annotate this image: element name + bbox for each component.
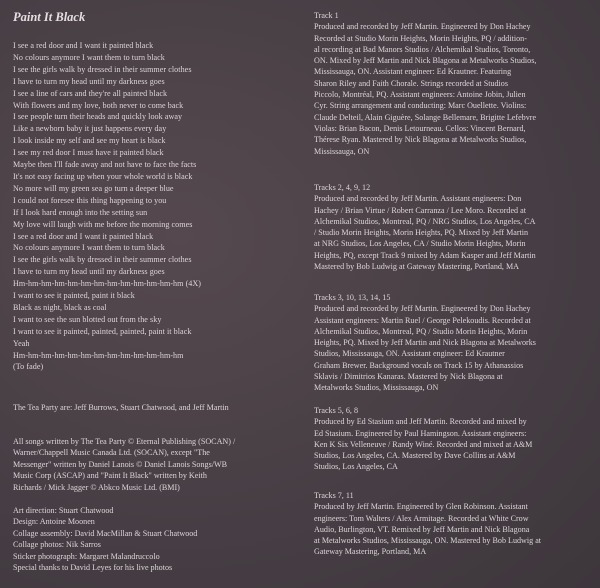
track-credit-line: at Metalworks Studios, Mississauga, ON. Mastered by Bob Ludwig at — [314, 536, 542, 546]
lyric-line: (To fade) — [13, 362, 44, 372]
track-credit-line: Produced by Jeff Martin. Engineered by Glen Robinson. Assistant — [314, 502, 528, 512]
band-line: The Tea Party are: Jeff Burrows, Stuart Chatwood, and Jeff Martin — [13, 403, 229, 412]
track-credit-line: at NRG Studios, Los Angeles, CA / Studio Morin Heights, Morin — [314, 239, 526, 249]
lyric-line: I have to turn my head until my darkness goes — [13, 76, 165, 86]
lyric-line: I have to turn my head until my darkness goes — [13, 267, 165, 277]
art-credits — [13, 505, 298, 573]
track-credit-line: Alchemikal Studios, Montreal, PQ / Studio Morin Heights, Morin — [314, 326, 528, 336]
track-credit-line: Mississauga, ON — [314, 146, 370, 156]
track-credit-line: Heights, PQ, except Track 9 mixed by Adam Kasper and Jeff Martin — [314, 250, 536, 260]
track-credit-body — [314, 501, 594, 557]
track-credit-line: Ken K Six Velleneuve / Randy Winé. Recorded and mixed at A&M — [314, 439, 533, 449]
track-credit-section — [314, 490, 594, 558]
track-credit-line: Produced and recorded by Jeff Martin. Assistant engineers: Don — [314, 194, 522, 204]
songwriting-credits — [13, 436, 298, 493]
art-credit-line: Design: Antoine Moonen — [13, 517, 95, 527]
track-credit-body — [314, 193, 594, 272]
lyric-line: Hm-hm-hm-hm-hm-hm-hm-hm-hm-hm-hm-hm-hm — [13, 350, 184, 360]
track-credit-line: Graham Brewer. Background vocals on Track 15 by Athanassios — [314, 360, 524, 370]
band-members — [13, 402, 298, 414]
lyric-line: I want to see it painted, paint it black — [13, 291, 135, 301]
lyric-line: It's not easy facing up when your whole world is black — [13, 171, 193, 181]
lyrics-block — [13, 40, 298, 373]
track-credit-line: Produced and recorded by Jeff Martin. Engineered by Don Hachey — [314, 304, 531, 314]
lyric-line: I want to see the sun blotted out from the sky — [13, 314, 162, 324]
track-credit-line: Mastered by Bob Ludwig at Gateway Mastering, Portland, MA — [314, 262, 520, 272]
track-credit-heading: Tracks 3, 10, 13, 14, 15 — [314, 293, 391, 302]
track-credit-line: Sklavis / Dimitrios Kanaras. Mastered by Nick Blagona at — [314, 372, 503, 382]
track-credit-line: Claude Delteil, Alain Giguère, Solange Bellemare, Brigitte Lefebvre — [314, 112, 537, 122]
lyric-line: I see people turn their heads and quickly look away — [13, 112, 183, 122]
lyric-line: Maybe then I'll fade away and not have to face the facts — [13, 160, 197, 170]
track-credit-line: engineers: Tom Walters / Alex Armitage. Recorded at White Crow — [314, 513, 529, 523]
track-credit-heading: Tracks 2, 4, 9, 12 — [314, 183, 371, 192]
track-credit-section — [314, 405, 594, 473]
lyric-line: No more will my green sea go turn a deeper blue — [13, 183, 174, 193]
lyric-line: I see a red door and I want it painted black — [13, 41, 154, 50]
track-credit-section — [314, 182, 594, 272]
songwriting-line: Messenger" written by Daniel Lanois © Daniel Lanois Songs/WB — [13, 459, 228, 469]
art-credit-line: Collage photos: Nik Sarros — [13, 540, 101, 550]
song-title: Paint It Black — [13, 10, 86, 24]
track-credit-heading: Tracks 7, 11 — [314, 491, 354, 500]
track-credit-line: Alchemikal Studios, Montreal, PQ / NRG Studios, Los Angeles, CA — [314, 216, 536, 226]
lyric-line: No colours anymore I want them to turn black — [13, 52, 165, 62]
track-credit-body — [314, 416, 594, 472]
track-credit-line: Ed Stasium. Engineered by Paul Hamingson. Assistant engineers: — [314, 428, 527, 438]
track-credit-line: Thérese Ryan. Mastered by Nick Blagona at Metalworks Studios, — [314, 135, 527, 145]
lyric-line: No colours anymore I want them to turn black — [13, 243, 165, 253]
track-credit-line: al recording at Bad Manors Studios / Alchemikal Studios, Toronto, — [314, 44, 531, 54]
track-credit-section — [314, 292, 594, 394]
lyric-line: I see a red door and I want it painted black — [13, 231, 154, 241]
track-credit-line: Hachey / Brian Virtue / Robert Carranza / Lee Moro. Recorded at — [314, 205, 526, 215]
lyric-line: I see the girls walk by dressed in their summer clothes — [13, 64, 192, 74]
track-credit-line: Recorded at Studio Morin Heights, Morin Heights, PQ / addition- — [314, 33, 527, 43]
lyric-line: I could not foresee this thing happening to you — [13, 195, 167, 205]
lyric-line: I look inside my self and see my heart is black — [13, 136, 166, 146]
track-credit-line: Studios, Los Angeles, CA — [314, 462, 398, 472]
lyric-line: Like a newborn baby it just happens every day — [13, 124, 167, 134]
track-credit-line: Mississauga, ON. Assistant engineer: Ed Krautner. Featuring — [314, 67, 512, 77]
track-credit-line: Assistant engineers: Martin Ruel / George Pelekoudis. Recorded at — [314, 315, 531, 325]
track-credit-line: Heights, PQ. Mixed by Jeff Martin and Nick Blagona at Metalworks — [314, 338, 536, 348]
art-credit-line: Art direction: Stuart Chatwood — [13, 506, 114, 515]
track-credit-line: / Studio Morin Heights, Morin Heights, PQ. Mixed by Jeff Martin — [314, 228, 529, 238]
track-credit-line: Piccolo, Montréal, PQ. Assistant engineers: Antoine Jobin, Julien — [314, 90, 526, 100]
track-credit-line: Violas: Brian Bacon, Denis Letourneau. Cellos: Vincent Bernard, — [314, 123, 526, 133]
track-credit-line: Gateway Mastering, Portland, MA — [314, 547, 427, 557]
songwriting-line: Richards / Mick Jagger © Abkco Music Ltd. (BMI) — [13, 482, 180, 492]
track-credit-line: Audio, Burlington, VT. Remixed by Jeff Martin and Nick Blagona — [314, 524, 530, 534]
lyric-line: Yeah — [13, 338, 30, 348]
lyric-line: I see a line of cars and they're all painted black — [13, 88, 168, 98]
track-credit-line: ON. Mixed by Jeff Martin and Nick Blagona at Metalworks Studios, — [314, 56, 537, 66]
track-credit-line: Produced by Ed Stasium and Jeff Martin. Recorded and mixed by — [314, 417, 527, 427]
art-credit-line: Collage assembly: David MacMillan & Stuart Chatwood — [13, 528, 198, 538]
track-credit-line: Produced and recorded by Jeff Martin. Engineered by Don Hachey — [314, 22, 531, 32]
lyric-line: I see my red door I must have it painted black — [13, 148, 164, 158]
track-credit-line: Cyr. String arrangement and conducting: Marc Ouellette. Violins: — [314, 101, 527, 111]
track-credit-line: Studios, Los Angeles, CA. Mastered by Dave Collins at A&M — [314, 451, 516, 461]
track-credit-section — [314, 10, 594, 157]
track-credit-line: Studios, Mississauga, ON. Assistant engineer: Ed Krautner — [314, 349, 505, 359]
lyric-line: Black as night, black as coal — [13, 302, 107, 312]
track-credit-heading: Track 1 — [314, 11, 339, 20]
lyric-line: If I look hard enough into the setting sun — [13, 207, 148, 217]
lyric-line: I want to see it painted, painted, painted, paint it black — [13, 326, 192, 336]
track-credit-line: Metalworks Studios, Mississauga, ON — [314, 383, 439, 393]
lyric-line: Hm-hm-hm-hm-hm-hm-hm-hm-hm-hm-hm-hm-hm (4X) — [13, 279, 202, 289]
track-credit-heading: Tracks 5, 6, 8 — [314, 406, 358, 415]
lyric-line: My love will laugh with me before the morning comes — [13, 219, 193, 229]
art-credit-line: Sticker photograph: Margaret Malandruccolo — [13, 551, 160, 561]
art-credit-line: Special thanks to David Leyes for his live photos — [13, 563, 173, 573]
lyric-line: With flowers and my love, both never to come back — [13, 100, 184, 110]
songwriting-line: Warner/Chappell Music Canada Ltd. (SOCAN), except "The — [13, 448, 210, 458]
lyric-line: I see the girls walk by dressed in their summer clothes — [13, 255, 192, 265]
songwriting-line: Music Corp (ASCAP) and "Paint It Black" written by Keith — [13, 471, 207, 481]
songwriting-line: All songs written by The Tea Party © Eternal Publishing (SOCAN) / — [13, 437, 236, 446]
track-credit-line: Sharon Riley and Faith Chorale. Strings recorded at Studios — [314, 78, 508, 88]
track-credit-body — [314, 21, 594, 157]
track-credit-body — [314, 303, 594, 393]
